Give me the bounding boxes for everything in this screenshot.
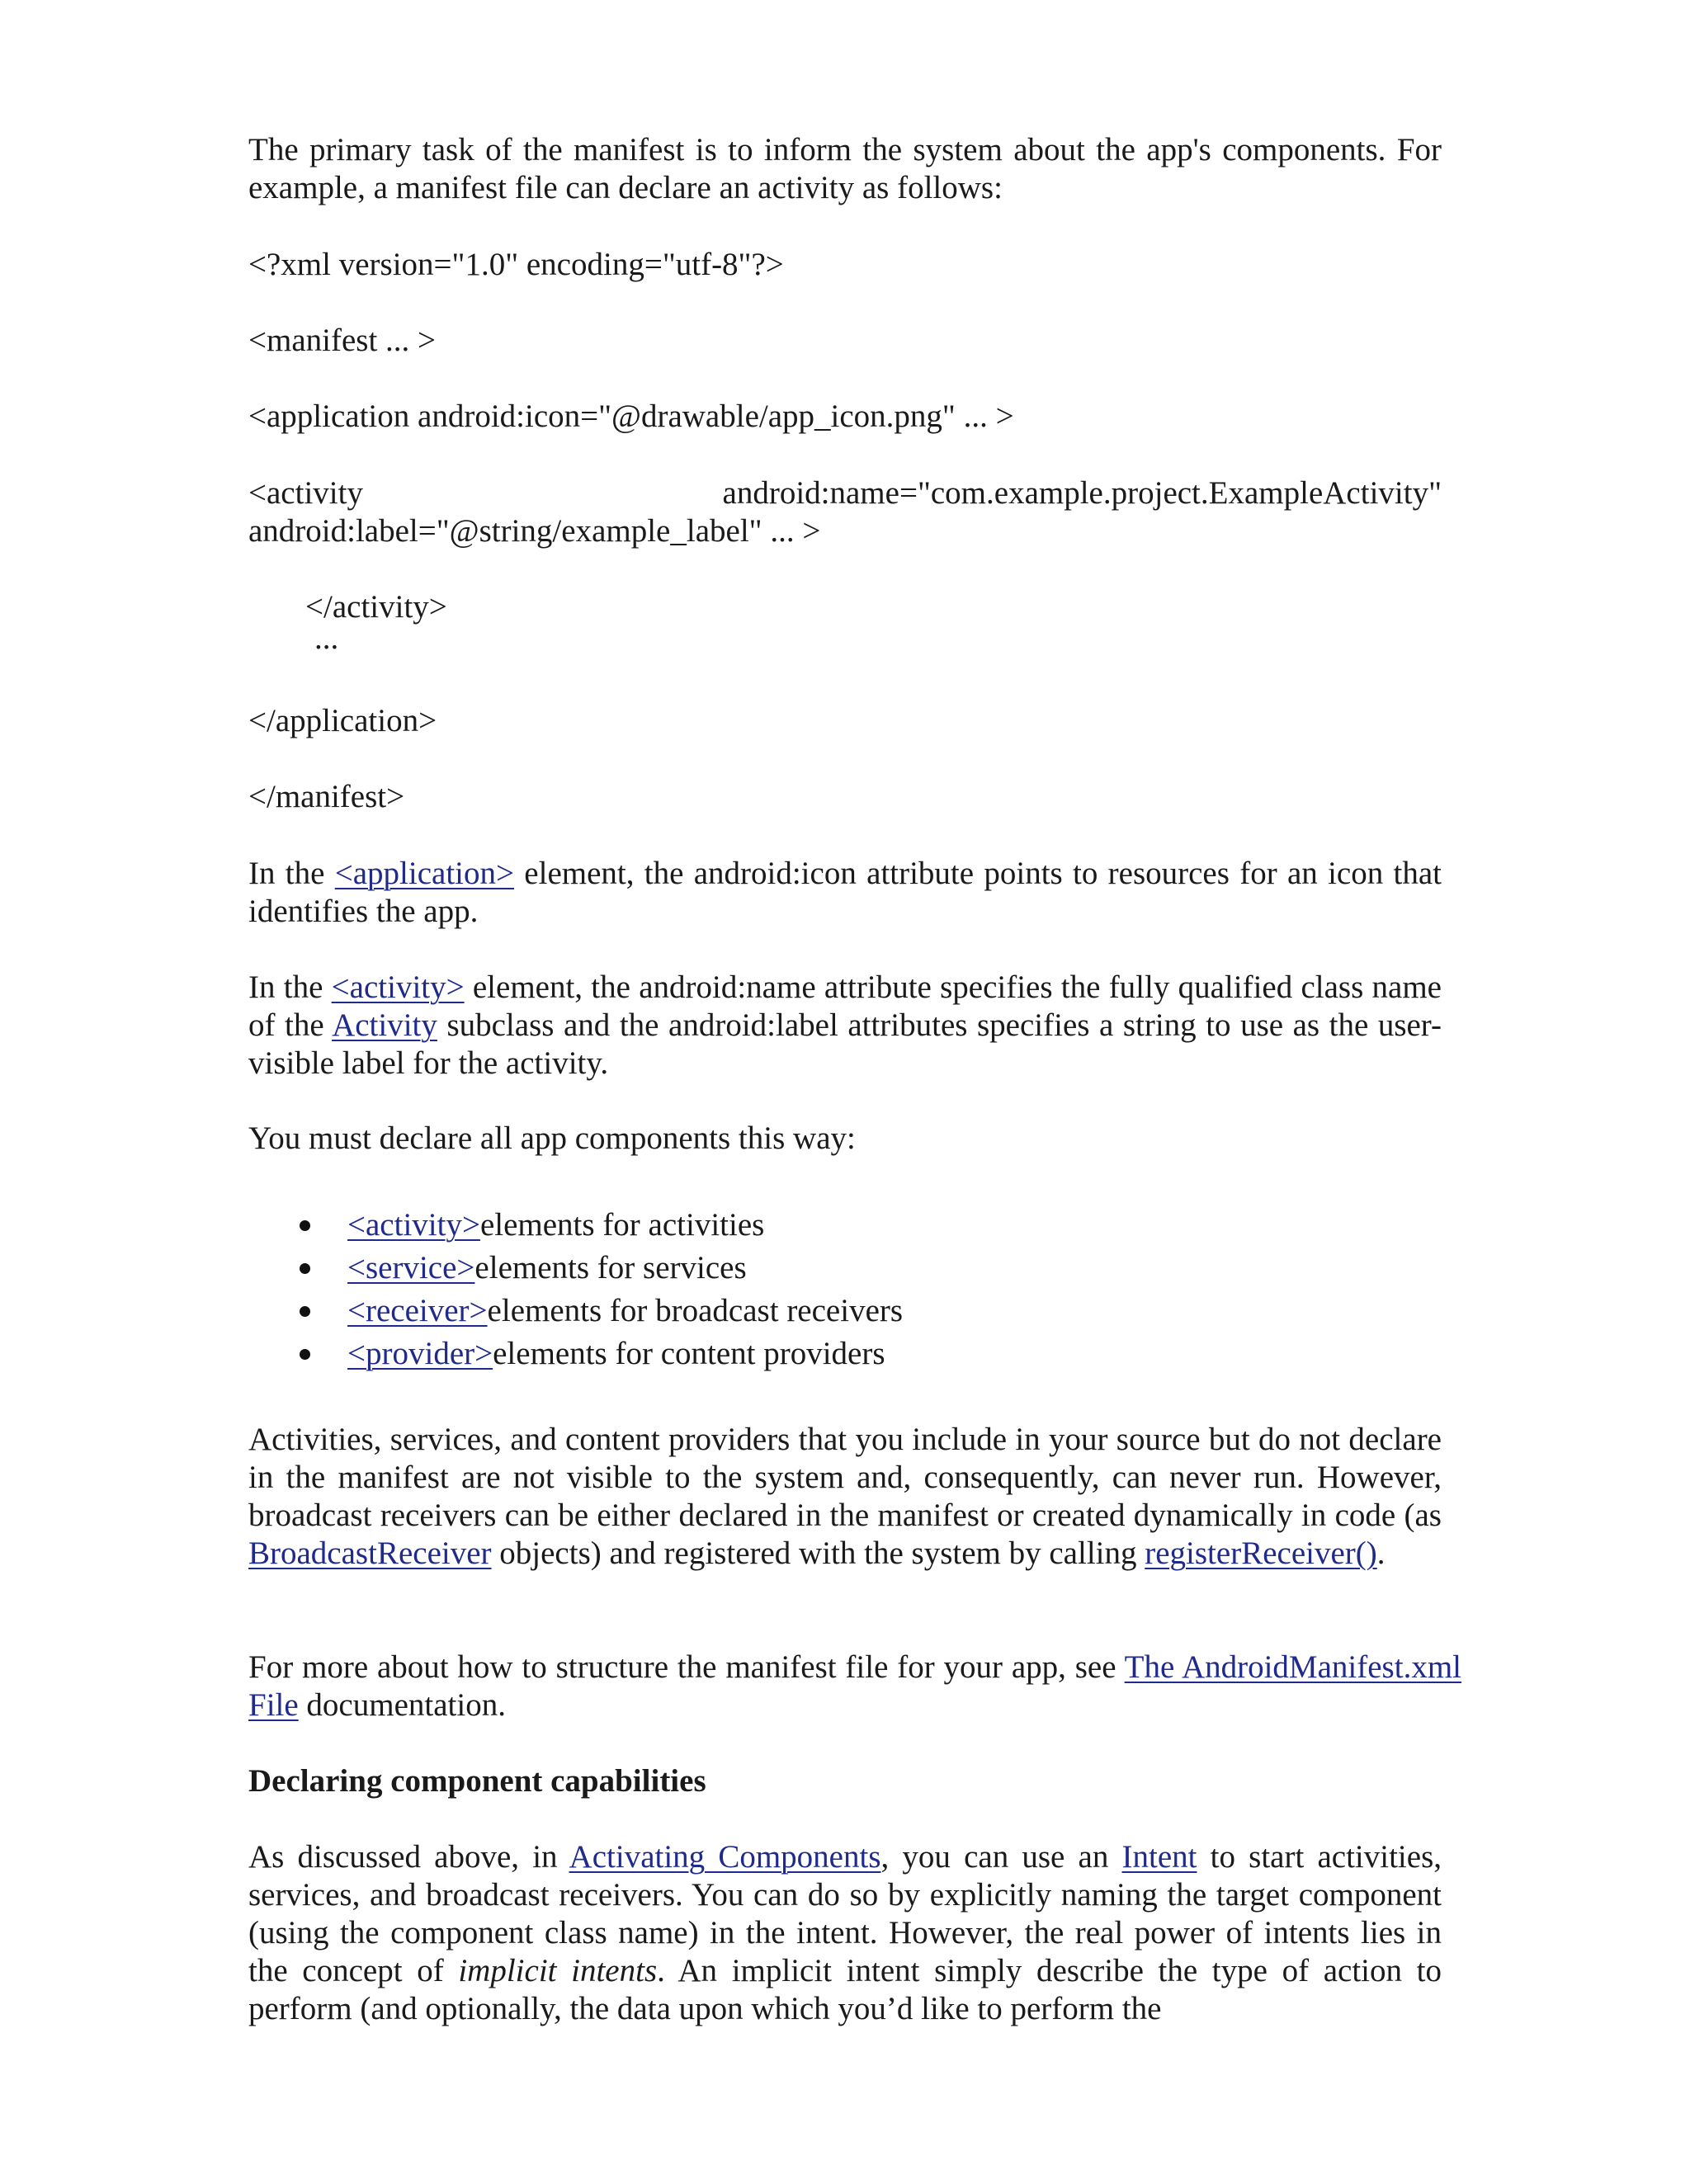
intro-paragraph: The primary task of the manifest is to inform the system about the app's components. For example, a manifest file can declare an activity as follows:: [248, 132, 1442, 205]
code-activity-close: </activity>: [305, 589, 447, 625]
implicit-intents-emphasis: implicit intents: [458, 1953, 658, 1988]
bullet-icon: [300, 1349, 310, 1360]
capabilities-paragraph: [248, 1838, 1442, 2028]
list-item: [248, 1247, 903, 1290]
application-paragraph-post: element, the android:icon attribute points to resources for an icon that identifies the app.: [248, 856, 1442, 929]
code-activity-label-attr: android:label="@string/example_label" ... >: [248, 513, 821, 549]
capabilities-post: . An implicit intent simply describe the type of action to perform (and optionally, the data upon which you’d like to perform the: [248, 1953, 1442, 2026]
activating-components-link[interactable]: Activating Components: [569, 1839, 881, 1875]
broadcast-receiver-link[interactable]: BroadcastReceiver: [248, 1535, 492, 1571]
activities-paragraph-post: .: [1376, 1535, 1386, 1571]
android-manifest-doc-link[interactable]: The AndroidManifest.xml File: [248, 1649, 1461, 1723]
application-paragraph: [248, 855, 1442, 931]
activities-paragraph-pre: Activities, services, and content providers that you include in your source but do not declare in the manifest are not visible to the system and, consequently, can never run. However, broadcast receivers can be either declared in the manifest or created dynamically in code (as: [248, 1422, 1442, 1533]
activity-paragraph-pre: In the: [248, 969, 332, 1005]
code-application-close: </application>: [248, 703, 437, 738]
list-item: [248, 1290, 903, 1333]
section-heading: Declaring component capabilities: [248, 1763, 706, 1799]
more-info-pre: For more about how to structure the manifest file for your app, see: [248, 1649, 1125, 1685]
code-manifest-open: <manifest ... >: [248, 323, 437, 358]
more-info-post: documentation.: [298, 1687, 506, 1723]
activity-tag-link[interactable]: <activity>: [347, 1207, 480, 1243]
application-paragraph-pre: In the: [248, 856, 335, 891]
list-item-text: elements for activities: [479, 1207, 765, 1243]
activities-paragraph-mid: objects) and registered with the system by calling: [491, 1535, 1145, 1571]
activity-paragraph-post: subclass and the android:label attributes specifies a string to use as the user-visible label for the activity.: [248, 1007, 1442, 1081]
register-receiver-link[interactable]: registerReceiver(): [1145, 1535, 1377, 1571]
bullet-icon: [300, 1306, 310, 1317]
code-manifest-close: </manifest>: [248, 779, 405, 814]
capabilities-mid: , you can use an: [880, 1839, 1122, 1875]
intent-link[interactable]: Intent: [1121, 1839, 1197, 1875]
bullet-icon: [300, 1220, 310, 1231]
list-item: [248, 1333, 903, 1375]
bullet-icon: [300, 1263, 310, 1274]
code-xml-declaration: <?xml version="1.0" encoding="utf-8"?>: [248, 247, 784, 282]
activity-element-link[interactable]: <activity>: [331, 969, 465, 1005]
declare-all-paragraph: You must declare all app components this way:: [248, 1120, 856, 1156]
service-tag-link[interactable]: <service>: [347, 1250, 475, 1285]
code-activity-open: [248, 474, 1442, 550]
list-item-text: elements for broadcast receivers: [487, 1293, 904, 1328]
provider-tag-link[interactable]: <provider>: [347, 1336, 493, 1371]
activities-paragraph: [248, 1421, 1442, 1573]
list-item: [248, 1204, 903, 1247]
activity-paragraph: [248, 969, 1442, 1083]
capabilities-mid2: to start activities, services, and broadcast receivers. You can do so by explicitly naming the target component (using the component class name) in the intent. However, the real power of intents lies in the concept of: [248, 1839, 1442, 1988]
code-ellipsis: ...: [314, 620, 339, 656]
activity-paragraph-mid: element, the android:name attribute specifies the fully qualified class name of the: [248, 969, 1442, 1043]
code-activity-line-1: [248, 474, 1442, 512]
capabilities-pre: As discussed above, in: [248, 1839, 569, 1875]
code-activity-name-attr: android:name="com.example.project.ExampleActivity": [722, 475, 1442, 511]
more-info-paragraph: [248, 1649, 1461, 1724]
list-item-text: elements for content providers: [493, 1336, 885, 1371]
code-activity-tag: <activity: [248, 475, 363, 511]
components-list: [248, 1204, 903, 1375]
activity-class-link[interactable]: Activity: [332, 1007, 437, 1043]
receiver-tag-link[interactable]: <receiver>: [347, 1293, 488, 1328]
application-element-link[interactable]: <application>: [334, 856, 514, 891]
code-application-open: <application android:icon="@drawable/app_icon.png" ... >: [248, 399, 1014, 434]
list-item-text: elements for services: [474, 1250, 747, 1285]
